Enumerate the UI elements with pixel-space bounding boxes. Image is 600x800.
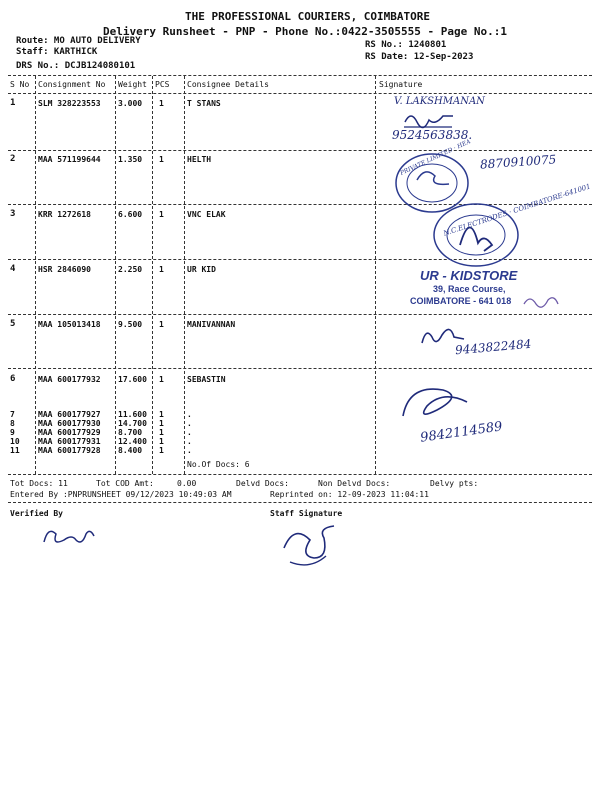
- col-divider: [375, 76, 376, 474]
- signature-1-name: V. LAKSHMANAN: [394, 96, 485, 107]
- row-consignment: MAA 600177928: [38, 446, 101, 455]
- col-header-weight: Weight: [118, 80, 147, 89]
- row-pcs: 1: [159, 419, 164, 428]
- row-consignee: HELTH: [187, 155, 212, 164]
- signature-2-phone: 8870910075: [479, 152, 557, 172]
- route: Route: MO AUTO DELIVERY: [16, 36, 141, 46]
- row-pcs: 1: [159, 265, 164, 274]
- row-consignee: MANIVANNAN: [187, 320, 236, 329]
- row-rule: [8, 150, 592, 151]
- entered-by: Entered By :PNPRUNSHEET 09/12/2023 10:49:03 AM: [10, 490, 232, 499]
- row-weight: 8.400: [118, 446, 143, 455]
- row-sno: 5: [10, 319, 16, 329]
- kidstore-address-2: COIMBATORE - 641 018: [410, 296, 512, 306]
- row-pcs: 1: [159, 446, 164, 455]
- row-consignee: .: [187, 410, 192, 419]
- row-consignment: MAA 105013418: [38, 320, 101, 329]
- col-header-sno: S No: [10, 80, 30, 89]
- row-consignment: MAA 600177932: [38, 375, 101, 384]
- row-weight: 1.350: [118, 155, 143, 164]
- row-sno: 1: [10, 98, 16, 108]
- row-weight: 6.600: [118, 210, 143, 219]
- col-header-pcs: PCS: [155, 80, 170, 89]
- verified-by-label: Verified By: [10, 509, 63, 518]
- staff-signature-label: Staff Signature: [270, 509, 343, 518]
- drs-number: DRS No.: DCJB124080101: [16, 61, 136, 71]
- row-consignment: HSR 2846090: [38, 265, 91, 274]
- staff: Staff: KARTHICK: [16, 47, 98, 57]
- row-rule: [8, 314, 592, 315]
- row-sno: 10: [10, 437, 20, 446]
- row-sno: 2: [10, 154, 16, 164]
- row-pcs: 1: [159, 375, 164, 384]
- col-header-consignee: Consignee Details: [187, 80, 269, 89]
- rs-number: RS No.: 1240801: [365, 40, 447, 50]
- tot-cod-value: 0.00: [177, 479, 197, 488]
- no-of-docs: No.Of Docs: 6: [187, 460, 250, 469]
- tot-cod-label: Tot COD Amt:: [96, 479, 154, 488]
- delvy-pts: Delvy pts:: [430, 479, 479, 488]
- row-pcs: 1: [159, 99, 164, 108]
- staff-signature-scribble: [270, 518, 350, 578]
- header-top-rule: [8, 75, 592, 76]
- row-pcs: 1: [159, 320, 164, 329]
- row-consignment: MAA 600177931: [38, 437, 101, 446]
- row-pcs: 1: [159, 155, 164, 164]
- kidstore-name: UR - KIDSTORE: [420, 268, 518, 283]
- row-weight: 17.600: [118, 375, 147, 384]
- row-pcs: 1: [159, 428, 164, 437]
- header-bottom-rule: [8, 93, 592, 94]
- row-consignment: SLM 328223553: [38, 99, 101, 108]
- stamp-3-text: N.C.ELECTRODES · COIMBATORE-641001: [442, 182, 592, 238]
- row-weight: 14.700: [118, 419, 147, 428]
- row-consignment: MAA 571199644: [38, 155, 101, 164]
- signature-6-phone: 9842114589: [419, 419, 504, 446]
- totals-rule: [8, 502, 592, 503]
- kidstore-address-1: 39, Race Course,: [433, 284, 506, 294]
- row-pcs: 1: [159, 210, 164, 219]
- row-sno: 11: [10, 446, 20, 455]
- company-name: THE PROFESSIONAL COURIERS, COIMBATORE: [185, 10, 431, 23]
- row-rule: [8, 368, 592, 369]
- row-weight: 9.500: [118, 320, 143, 329]
- row-consignment: MAA 600177929: [38, 428, 101, 437]
- row-pcs: 1: [159, 437, 164, 446]
- row-sno: 4: [10, 264, 16, 274]
- signature-5-phone: 9443822484: [454, 336, 532, 358]
- row-sno: 8: [10, 419, 15, 428]
- row-weight: 3.000: [118, 99, 143, 108]
- table-bottom-rule: [8, 474, 592, 475]
- rs-date: RS Date: 12-Sep-2023: [365, 52, 474, 62]
- col-divider: [152, 76, 153, 474]
- row-consignment: MAA 600177927: [38, 410, 101, 419]
- row-consignee: UR KID: [187, 265, 216, 274]
- signature-4-scribble: [520, 290, 570, 312]
- row-consignee: T STANS: [187, 99, 221, 108]
- runsheet-subtitle: Delivery Runsheet - PNP - Phone No.:0422-3505555 - Page No.:1: [103, 25, 507, 38]
- col-header-consignment: Consignment No: [38, 80, 106, 89]
- row-sno: 6: [10, 374, 16, 384]
- row-sno: 7: [10, 410, 15, 419]
- signature-1-scribble: [400, 110, 460, 130]
- row-consignee: .: [187, 437, 192, 446]
- row-sno: 9: [10, 428, 15, 437]
- stamp-2-text: PRIVATE LIMITED · HEA: [399, 138, 472, 177]
- signature-6-scribble: [395, 378, 475, 428]
- row-consignee: .: [187, 419, 192, 428]
- row-weight: 2.250: [118, 265, 143, 274]
- row-pcs: 1: [159, 410, 164, 419]
- tot-docs: Tot Docs: 11: [10, 479, 68, 488]
- col-divider: [35, 76, 36, 474]
- col-divider: [184, 76, 185, 474]
- col-header-signature: Signature: [379, 80, 423, 89]
- row-sno: 3: [10, 209, 16, 219]
- row-weight: 8.700: [118, 428, 143, 437]
- signature-1-phone: 9524563838.: [392, 128, 473, 142]
- row-weight: 11.600: [118, 410, 147, 419]
- row-consignment: MAA 600177930: [38, 419, 101, 428]
- row-consignee: .: [187, 446, 192, 455]
- row-consignment: KRR 1272618: [38, 210, 91, 219]
- non-delvd-docs: Non Delvd Docs:: [318, 479, 391, 488]
- col-divider: [115, 76, 116, 474]
- verified-by-signature: [38, 522, 108, 556]
- delvd-docs: Delvd Docs:: [236, 479, 289, 488]
- reprinted-on: Reprinted on: 12-09-2023 11:04:11: [270, 490, 429, 499]
- row-consignee: .: [187, 428, 192, 437]
- row-consignee: SEBASTIN: [187, 375, 226, 384]
- row-weight: 12.400: [118, 437, 147, 446]
- row-consignee: VNC ELAK: [187, 210, 226, 219]
